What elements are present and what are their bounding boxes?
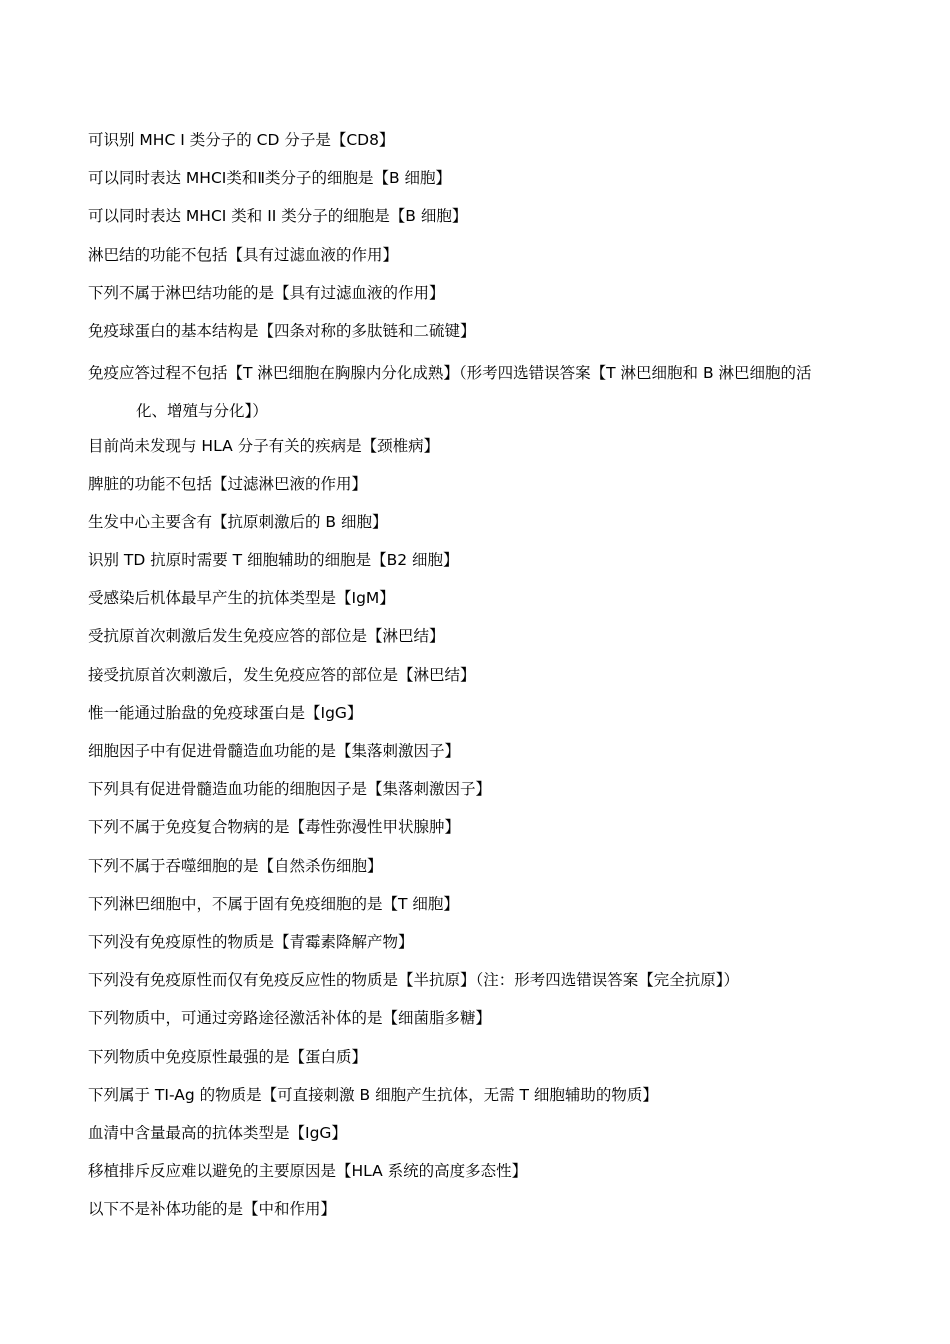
list-item: 血清中含量最高的抗体类型是【IgG】 bbox=[88, 1123, 347, 1142]
list-item: 下列物质中，可通过旁路途径激活补体的是【细菌脂多糖】 bbox=[88, 1009, 492, 1028]
list-item: 识别 TD 抗原时需要 T 细胞辅助的细胞是【B2 细胞】 bbox=[88, 551, 459, 570]
list-item: 可识别 MHC Ⅰ 类分子的 CD 分子是【CD8】 bbox=[88, 131, 395, 149]
list-item: 接受抗原首次刺激后，发生免疫应答的部位是【淋巴结】 bbox=[88, 665, 476, 684]
list-item: 目前尚未发现与 HLA 分子有关的疾病是【颈椎病】 bbox=[88, 436, 440, 455]
list-item: 以下不是补体功能的是【中和作用】 bbox=[88, 1200, 337, 1219]
list-item: 下列淋巴细胞中，不属于固有免疫细胞的是【T 细胞】 bbox=[88, 894, 459, 913]
list-item-text: 免疫应答过程不包括【T 淋巴细胞在胸腺内分化成熟】（形考四选错误答案【T 淋巴细胞和 B 淋巴细胞的活 bbox=[88, 364, 812, 383]
list-item: 下列不属于免疫复合物病的是【毒性弥漫性甲状腺肿】 bbox=[88, 818, 461, 837]
list-item: 下列不属于吞噬细胞的是【自然杀伤细胞】 bbox=[88, 856, 383, 875]
list-item: 生发中心主要含有【抗原刺激后的 B 细胞】 bbox=[88, 512, 388, 531]
list-item-wrapped bbox=[88, 354, 888, 430]
list-item: 脾脏的功能不包括【过滤淋巴液的作用】 bbox=[88, 474, 368, 493]
list-item: 下列没有免疫原性的物质是【青霉素降解产物】 bbox=[88, 932, 414, 951]
list-item: 细胞因子中有促进骨髓造血功能的是【集落刺激因子】 bbox=[88, 742, 461, 761]
list-item: 可以同时表达 MHCⅠ类和Ⅱ类分子的细胞是【B 细胞】 bbox=[88, 169, 452, 188]
list-item: 下列属于 TI-Ag 的物质是【可直接刺激 B 细胞产生抗体，无需 T 细胞辅助的物质】 bbox=[88, 1085, 658, 1104]
list-item: 受抗原首次刺激后发生免疫应答的部位是【淋巴结】 bbox=[88, 627, 445, 646]
list-item: 下列没有免疫原性而仅有免疫反应性的物质是【半抗原】（注：形考四选错误答案【完全抗原】） bbox=[88, 971, 740, 990]
list-item: 移植排斥反应难以避免的主要原因是【HLA 系统的高度多态性】 bbox=[88, 1162, 528, 1181]
question-list bbox=[88, 125, 888, 1232]
list-item-continuation: 化、增殖与分化】） bbox=[136, 402, 268, 421]
list-item: 下列物质中免疫原性最强的是【蛋白质】 bbox=[88, 1047, 368, 1066]
list-item: 免疫球蛋白的基本结构是【四条对称的多肽链和二硫键】 bbox=[88, 321, 476, 340]
list-item: 下列具有促进骨髓造血功能的细胞因子是【集落刺激因子】 bbox=[88, 780, 492, 799]
list-item: 可以同时表达 MHCI 类和 II 类分子的细胞是【B 细胞】 bbox=[88, 207, 468, 226]
list-item: 下列不属于淋巴结功能的是【具有过滤血液的作用】 bbox=[88, 283, 445, 302]
list-item: 受感染后机体最早产生的抗体类型是【IgM】 bbox=[88, 589, 395, 608]
list-item: 淋巴结的功能不包括【具有过滤血液的作用】 bbox=[88, 245, 399, 264]
list-item: 惟一能通过胎盘的免疫球蛋白是【IgG】 bbox=[88, 703, 363, 722]
